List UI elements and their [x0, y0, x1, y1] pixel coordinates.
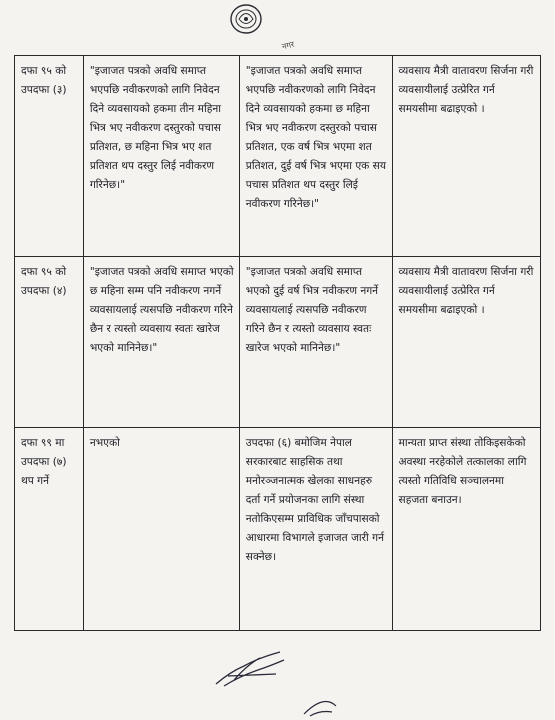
section-cell: दफा ९५ को उपदफा (४)	[15, 257, 84, 428]
section-cell: दफा ९९ मा उपदफा (७) थप गर्ने	[15, 428, 84, 631]
signature-icon	[300, 696, 340, 718]
seal-icon	[222, 2, 270, 36]
amendment-table	[14, 55, 541, 631]
table-row	[15, 428, 541, 631]
table-row	[15, 56, 541, 257]
seal-caption: नगर	[281, 39, 296, 52]
existing-provision-cell: "इजाजत पत्रको अवधि समाप्त भएको छ महिना सम्म पनि नवीकरण नगर्ने व्यवसायलाई त्यसपछि नवीकरण गरिने छैन र त्यस्तो व्यवसाय स्वतः खारेज भएको मानिनेछ।"	[83, 257, 239, 428]
section-cell: दफा ९५ को उपदफा (३)	[15, 56, 84, 257]
table-row	[15, 257, 541, 428]
reason-cell: व्यवसाय मैत्री वातावरण सिर्जना गरी व्यवसायीलाई उत्प्रेरित गर्न समयसीमा बढाइएको ।	[392, 257, 540, 428]
existing-provision-cell: नभएको	[83, 428, 239, 631]
existing-provision-cell: "इजाजत पत्रको अवधि समाप्त भएपछि नवीकरणको लागि निवेदन दिने व्यवसायको हकमा तीन महिना भित्र भए नवीकरण दस्तुरको पचास प्रतिशत, छ महिना भित्र भए शत प्रतिशत थप दस्तुर लिई नवीकरण गरिनेछ।"	[83, 56, 239, 257]
reason-cell: व्यवसाय मैत्री वातावरण सिर्जना गरी व्यवसायीलाई उत्प्रेरित गर्न समयसीमा बढाइएको ।	[392, 56, 540, 257]
amended-provision-cell: "इजाजत पत्रको अवधि समाप्त भएको दुई वर्ष भित्र नवीकरण नगर्ने व्यवसायलाई त्यसपछि नवीकरण गरिने छैन र त्यस्तो व्यवसाय स्वतः खारेज भएको मानिनेछ।"	[239, 257, 392, 428]
amended-provision-cell: उपदफा (६) बमोजिम नेपाल सरकारबाट साहसिक तथा मनोरञ्जनात्मक खेलका साधनहरु दर्ता गर्ने प्रयोजनका लागि संस्था नतोकिएसम्म प्राविधिक जाँचपासको आधारमा विभागले इजाजत जारी गर्न सक्नेछ।	[239, 428, 392, 631]
signature-icon	[210, 646, 290, 690]
reason-cell: मान्यता प्राप्त संस्था तोकिइसकेको अवस्था नरहेकोले तत्कालका लागि त्यस्तो गतिविधि सञ्चालनमा सहजता बनाउन।	[392, 428, 540, 631]
amended-provision-cell: "इजाजत पत्रको अवधि समाप्त भएपछि नवीकरणको लागि निवेदन दिने व्यवसायको हकमा छ महिना भित्र भए नवीकरण दस्तुरको पचास प्रतिशत, एक वर्ष भित्र भएमा शत प्रतिशत, दुई वर्ष भित्र भएमा एक सय पचास प्रतिशत थप दस्तुर लिई नवीकरण गरिनेछ।"	[239, 56, 392, 257]
